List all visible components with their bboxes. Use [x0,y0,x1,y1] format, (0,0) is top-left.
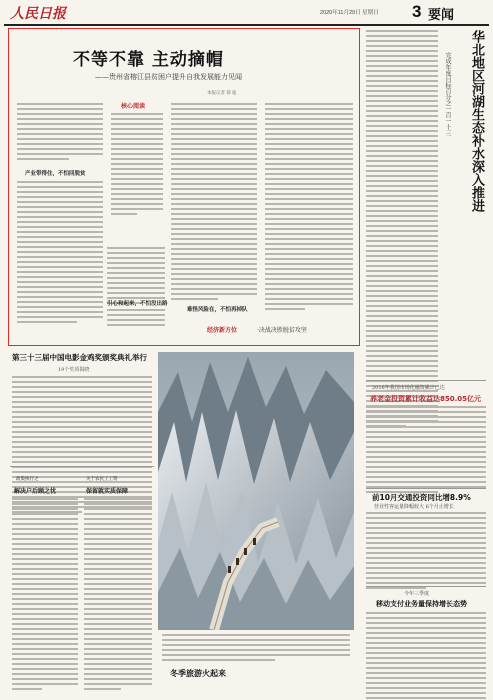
feature-subhead: 产业带得住，不怕回脱贫 [25,171,86,177]
film-awards-headline: 第三十三届中国电影金鸡奖颁奖典礼举行 [12,353,147,362]
right-headline: 华北地区河湖生态补水深入推进 [469,30,484,212]
news-text [366,612,486,700]
feature-subhead: 引心和起来，不怕没出路 [107,301,168,307]
divider [10,466,154,467]
column-kicker: 政策执行之 [16,477,39,482]
news-kicker: 营业性客运量降幅较大 6个月止增长 [374,504,454,510]
news-kicker: 2016年我国市场化融资累计已达 [372,385,445,391]
text-column [17,181,103,326]
text-column [107,247,165,307]
newspaper-logo: 人民日报 [10,6,66,22]
section-name: 要闻 [428,8,455,23]
right-subline: 完成年度目标百分之一百一十三 [444,52,451,136]
news-kicker: 今年三季度 [404,591,430,597]
feature-byline: 本报记者 郝 迪 [207,90,237,95]
feature-footer-tag: 经济新方位 [207,327,238,334]
divider [366,380,486,381]
text-column [12,498,78,693]
core-reading-title: 核心阅读 [121,103,146,110]
divider [366,488,486,489]
text-column [84,498,152,693]
masthead [4,2,489,26]
news-headline: 前10月交通投资同比增8.9% [372,493,471,502]
column-headline: 保留就实质保障 [86,488,129,495]
news-text [366,512,486,592]
text-column [171,103,257,303]
right-column-text [366,30,438,430]
text-column [17,103,103,163]
feature-subtitle: ——贵州省榕江县贫困户提升自我发展能力见闻 [95,73,242,81]
news-headline: 移动支付业务量保持增长态势 [376,600,467,608]
feature-footer-text: ·决战决胜脱贫攻坚 [257,327,307,334]
column-kicker: 关于农民工工资 [86,477,118,482]
feature-subhead: 难怪风险在，不怕再掉队 [187,307,248,313]
page-number: 3 [412,2,422,21]
feature-title: 不等不靠 主动摘帽 [73,50,224,70]
film-awards-text [12,376,152,516]
text-column [107,309,165,329]
stone-forest-photo [158,352,354,630]
text-column [265,103,353,313]
news-text [366,406,486,496]
photo-caption-title: 冬季旅游火起来 [170,669,226,678]
column-headline: 解决户后顾之忧 [14,488,57,495]
photo-illustration [158,352,354,630]
masthead-rule [4,24,489,26]
feature-article[interactable] [8,28,360,346]
news-headline: 养老金投资累计收益达850.05亿元 [370,395,482,403]
film-awards-subline: 19个奖项揭晓 [58,367,90,373]
core-reading-box [107,101,165,243]
divider [366,586,486,587]
issue-date: 2020年11月29日 星期日 [320,10,379,16]
